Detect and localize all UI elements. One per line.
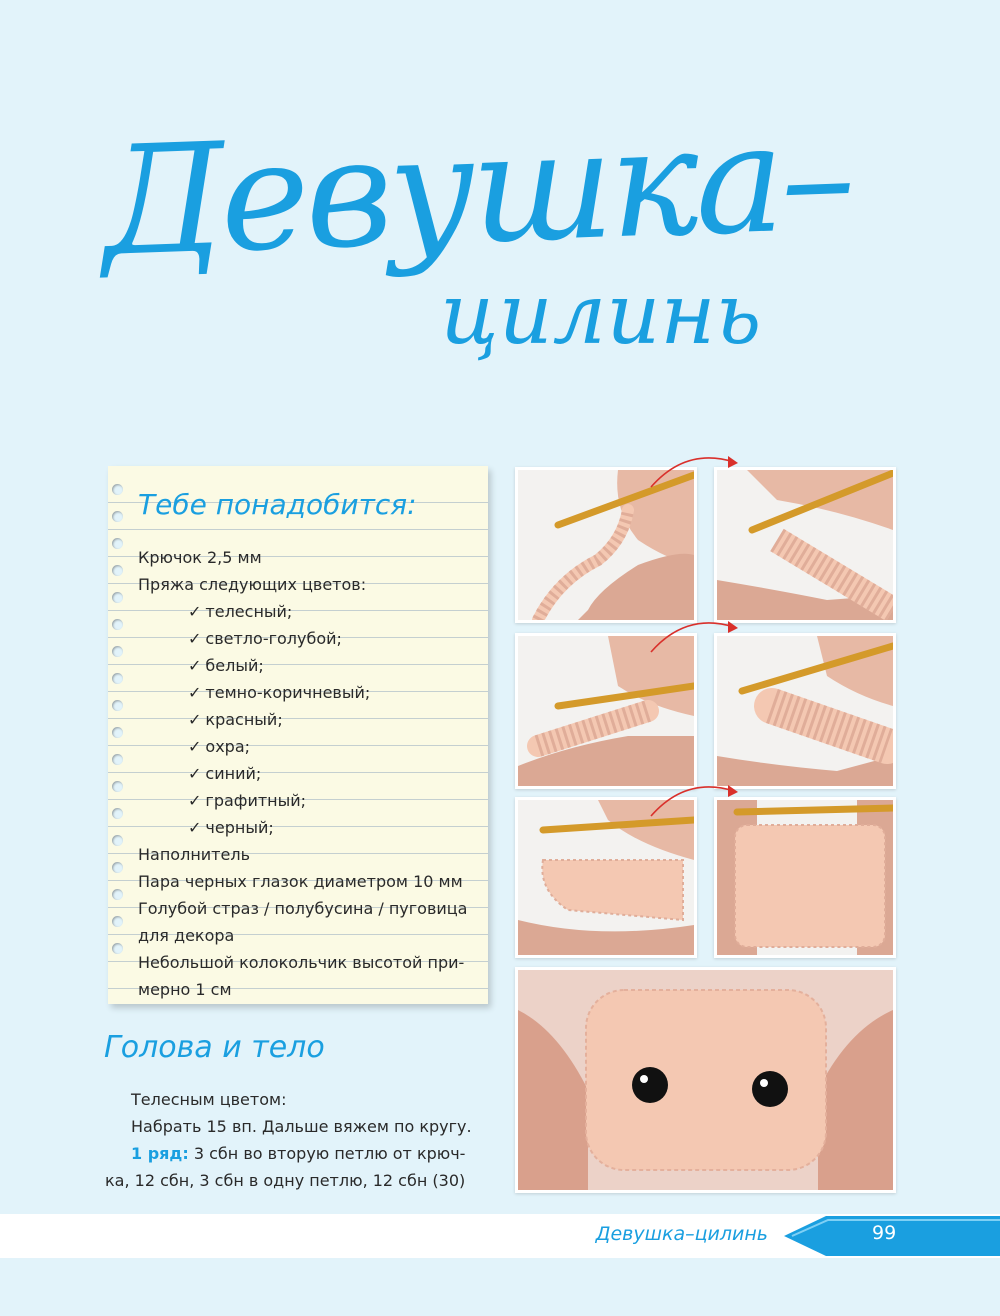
material-item xyxy=(138,895,488,922)
material-item-label: для декора xyxy=(138,926,235,945)
material-item xyxy=(138,814,488,841)
material-item-label: синий; xyxy=(205,764,262,783)
material-item xyxy=(138,949,488,976)
curved-arrow-right-icon xyxy=(646,617,746,657)
curved-arrow-right-icon xyxy=(646,781,746,821)
instructions-text xyxy=(105,1086,495,1194)
material-item-label: светло-голубой; xyxy=(205,629,342,648)
material-item xyxy=(138,625,488,652)
material-item xyxy=(138,679,488,706)
material-item-label: Пара черных глазок диаметром 10 мм xyxy=(138,872,463,891)
photo-step-5 xyxy=(515,797,697,958)
materials-list xyxy=(138,544,488,1003)
photo-step-6 xyxy=(714,797,896,958)
materials-note xyxy=(108,466,488,1004)
row-text: 3 сбн во вторую петлю от крюч- xyxy=(188,1144,466,1163)
material-item xyxy=(138,868,488,895)
instruction-line: Телесным цветом: xyxy=(131,1090,287,1109)
check-icon: ✓ xyxy=(188,818,202,837)
page-title-line-2: цилинь xyxy=(440,265,762,363)
material-item xyxy=(138,652,488,679)
material-item-label: мерно 1 см xyxy=(138,980,232,999)
material-item xyxy=(138,976,488,1003)
footer-title: Девушка–цилинь xyxy=(595,1223,768,1245)
material-item-label: охра; xyxy=(205,737,251,756)
check-icon: ✓ xyxy=(188,764,202,783)
material-item-label: Пряжа следующих цветов: xyxy=(138,575,367,594)
instruction-row-1 xyxy=(105,1140,495,1167)
material-item-label: белый; xyxy=(205,656,264,675)
check-icon: ✓ xyxy=(188,602,202,621)
check-icon: ✓ xyxy=(188,791,202,810)
material-item xyxy=(138,922,488,949)
page-title-line-1: Девушка– xyxy=(99,89,855,290)
material-item xyxy=(138,760,488,787)
material-item-label: Наполнитель xyxy=(138,845,250,864)
material-item xyxy=(138,706,488,733)
row-label: 1 ряд: xyxy=(131,1144,189,1163)
photo-head-result xyxy=(515,967,896,1193)
material-item-label: Крючок 2,5 мм xyxy=(138,548,262,567)
material-item xyxy=(138,787,488,814)
material-item xyxy=(138,571,488,598)
check-icon: ✓ xyxy=(188,683,202,702)
material-item-label: Небольшой колокольчик высотой при- xyxy=(138,953,465,972)
check-icon: ✓ xyxy=(188,710,202,729)
instruction-line: ка, 12 сбн, 3 сбн в одну петлю, 12 сбн (30) xyxy=(105,1171,466,1190)
check-icon: ✓ xyxy=(188,737,202,756)
material-item-label: черный; xyxy=(205,818,274,837)
notebook-holes xyxy=(108,484,128,970)
material-item xyxy=(138,544,488,571)
check-icon: ✓ xyxy=(188,656,202,675)
material-item xyxy=(138,733,488,760)
materials-heading: Тебе понадобится: xyxy=(138,488,417,521)
material-item-label: красный; xyxy=(205,710,283,729)
check-icon: ✓ xyxy=(188,629,202,648)
instruction-line: Набрать 15 вп. Дальше вяжем по кругу. xyxy=(131,1117,472,1136)
material-item xyxy=(138,598,488,625)
material-item-label: телесный; xyxy=(205,602,293,621)
section-heading: Голова и тело xyxy=(104,1030,325,1065)
material-item-label: графитный; xyxy=(205,791,307,810)
curved-arrow-right-icon xyxy=(646,452,746,492)
material-item-label: темно-коричневый; xyxy=(205,683,371,702)
material-item-label: Голубой страз / полубусина / пуговица xyxy=(138,899,468,918)
page-number: 99 xyxy=(872,1222,897,1244)
material-item xyxy=(138,841,488,868)
